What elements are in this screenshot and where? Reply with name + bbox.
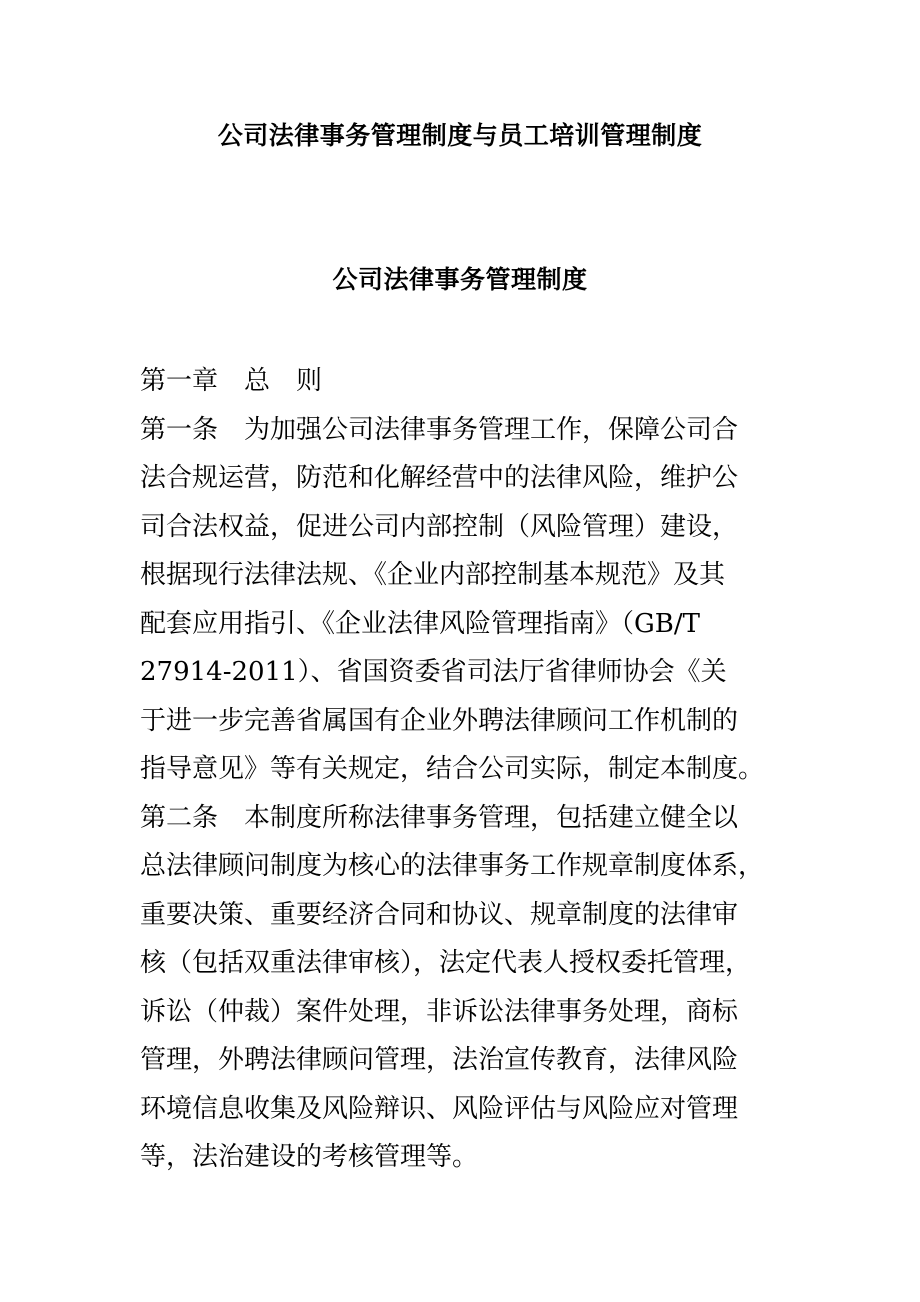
body-line: 根据现行法律法规、《企业内部控制基本规范》及其	[140, 560, 726, 590]
body-line: 等，法治建设的考核管理等。	[140, 1142, 479, 1172]
body-line: 配套应用指引、《企业法律风险管理指南》（GB/T	[140, 608, 700, 639]
body-line: 27914-2011）、省国资委省司法厅省律师协会《关	[140, 657, 727, 687]
body-line: 于进一步完善省属国有企业外聘法律顾问工作机制的	[140, 705, 739, 736]
body-line: 法合规运营，防范和化解经营中的法律风险，维护公	[140, 463, 739, 493]
body-line: 重要决策、重要经济合同和协议、规章制度的法律审	[140, 899, 739, 930]
body-line: 诉讼（仲裁）案件处理，非诉讼法律事务处理，商标	[140, 996, 739, 1027]
chapter-heading: 第一章 总 则	[140, 366, 323, 396]
body-line: 第二条 本制度所称法律事务管理，包括建立健全以	[140, 802, 739, 833]
document-body	[140, 357, 790, 1182]
body-line: 管理，外聘法律顾问管理，法治宣传教育，法律风险	[140, 1045, 739, 1075]
body-line: 环境信息收集及风险辩识、风险评估与风险应对管理	[140, 1093, 739, 1124]
body-line: 总法律顾问制度为核心的法律事务工作规章制度体系，	[140, 851, 765, 881]
body-line: 司合法权益，促进公司内部控制（风险管理）建设，	[140, 511, 739, 542]
document-title: 公司法律事务管理制度与员工培训管理制度	[217, 121, 703, 150]
body-line: 指导意见》等有关规定，结合公司实际，制定本制度。	[140, 754, 765, 784]
section-title: 公司法律事务管理制度	[332, 265, 588, 294]
body-line: 核（包括双重法律审核），法定代表人授权委托管理，	[140, 948, 752, 978]
body-line: 第一条 为加强公司法律事务管理工作，保障公司合	[140, 414, 739, 445]
